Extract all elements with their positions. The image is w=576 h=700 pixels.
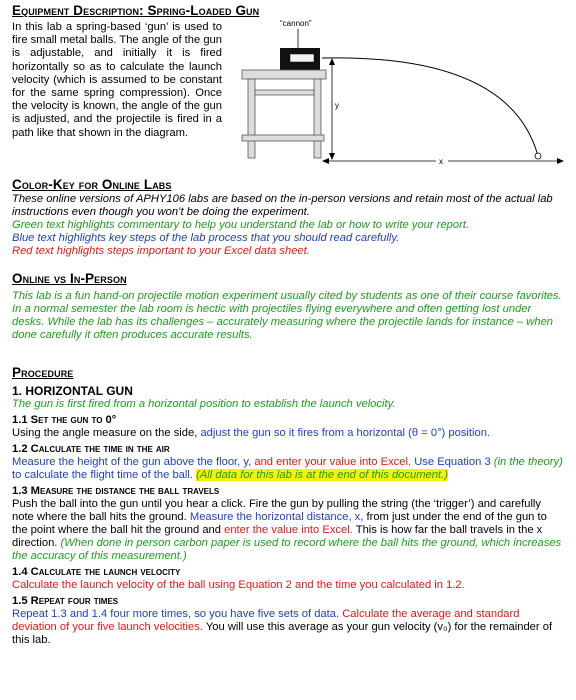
table-shelf — [242, 135, 324, 141]
step-1-1-text-a: Using the angle measure on the side, — [12, 427, 201, 439]
procedure-heading: Procedure — [12, 365, 74, 380]
step-1-2-text-c: Use Equation 3 — [414, 456, 494, 468]
step-1-2-text-e: to calculate the flight time of the ball. — [12, 469, 197, 481]
color-key-blue: Blue text highlights key steps of the lab process that you should read carefully. — [12, 232, 400, 244]
procedure-section — [12, 364, 564, 647]
step-1-text: The gun is first fired from a horizontal position to establish the launch velocity. — [12, 398, 396, 410]
online-heading: Online vs In-Person — [12, 271, 127, 286]
step-1-3-text-f: (When done in person carbon paper is used to record where the ball hits the ground, which increases the accuracy of this measurement.) — [12, 537, 562, 562]
equipment-description: In this lab a spring-based ‘gun’ is used to fire small metal balls. The angle of the gun is adjustable, and initially it is fired horizontally so as to calculate the launch velocity (which is assumed to be constant for the same spring compression). Once the velocity is known, the angle of the gun is adjusted, and the projectile is fired in a path like that shown in the diagram. — [12, 21, 222, 139]
step-1-5-text-c: You will use this average as your gun velocity (v₀) for the remainder of this lab. — [12, 621, 553, 646]
step-1-2-highlight: (All data for this lab is at the end of this document.) — [196, 469, 448, 481]
step-1-4-text: Calculate the launch velocity of the ball using Equation 2 and the time you calculated in 1.2. — [12, 579, 465, 591]
landing-ball — [535, 153, 541, 159]
step-1-4-title: 1.4 Calculate the launch velocity — [12, 566, 181, 578]
color-key-section — [12, 176, 564, 258]
step-1-2-text-b: and enter your value into Excel. — [254, 456, 415, 468]
color-key-red: Red text highlights steps important to your Excel data sheet. — [12, 245, 310, 257]
color-key-heading: Color-Key for Online Labs — [12, 177, 172, 192]
equipment-section — [12, 2, 564, 170]
step-1-2-title: 1.2 Calculate the time in the air — [12, 443, 170, 455]
color-key-green: Green text highlights commentary to help you understand the lab or how to write your report. — [12, 219, 470, 231]
online-section — [12, 270, 564, 342]
table-crossbar — [255, 90, 314, 95]
trajectory-path — [322, 58, 538, 156]
step-1-1-text — [12, 427, 564, 440]
equipment-heading: Equipment Description: Spring-Loaded Gun — [12, 3, 260, 18]
step-1-3-text-e: This is how far the ball travels in the x direction. — [12, 524, 543, 549]
online-body: This lab is a fun hand-on projectile motion experiment usually cited by students as one of their course favorites. In a normal semester the lab room is hectic with projectiles flying everywhere and often getting lost under desks. While the lab has its challenges – accurately measuring where the projectile lands for instance – when done carefully it often produces accurate results. — [12, 290, 562, 341]
y-label: y — [335, 101, 339, 110]
step-1-3-text — [12, 498, 564, 563]
step-1-3-text-c: from just under the end of the gun to the point where the ball hit the ground and — [12, 511, 547, 536]
step-1-2-text-a: Measure the height of the gun above the floor, y, — [12, 456, 255, 468]
step-1-1-text-b: adjust the gun so it fires from a horizontal (θ = 0°) position. — [200, 427, 491, 439]
step-1-title: 1. HORIZONTAL GUN — [12, 384, 133, 398]
step-1-5-text-b: Calculate the average and standard deviation of your five launch velocities. — [12, 608, 520, 633]
x-label: x — [439, 157, 443, 166]
step-1-5-title: 1.5 Repeat four times — [12, 595, 119, 607]
table-top — [242, 70, 326, 79]
table-leg-left — [248, 79, 255, 158]
step-1-2-text — [12, 456, 564, 482]
step-1-1-title: 1.1 Set the gun to 0° — [12, 414, 117, 426]
step-1-3-text-a: Push the ball into the gun until you hear a click. Fire the gun by pulling the string (the ‘trigger’) and carefully note where the ball hits the ground. — [12, 498, 542, 523]
step-1-2-text-d: (in the theory) — [493, 456, 563, 468]
table-leg-right — [314, 79, 321, 158]
step-1-3-text-b: Measure the horizontal distance, x, — [189, 511, 367, 523]
projectile-diagram — [240, 20, 570, 166]
cannon-barrel — [290, 54, 314, 62]
step-1-3-title: 1.3 Measure the distance the ball travels — [12, 485, 220, 497]
step-1-5-text-a: Repeat 1.3 and 1.4 four more times, so you have five sets of data. — [12, 608, 343, 620]
step-1-5-text — [12, 608, 564, 647]
cannon-label: “cannon” — [280, 20, 312, 28]
step-1-3-text-d: enter the value into Excel. — [224, 524, 353, 536]
color-key-intro: These online versions of APHY106 labs are based on the in-person versions and retain most of the actual lab instructions even though you won’t be doing the experiment. — [12, 193, 553, 218]
